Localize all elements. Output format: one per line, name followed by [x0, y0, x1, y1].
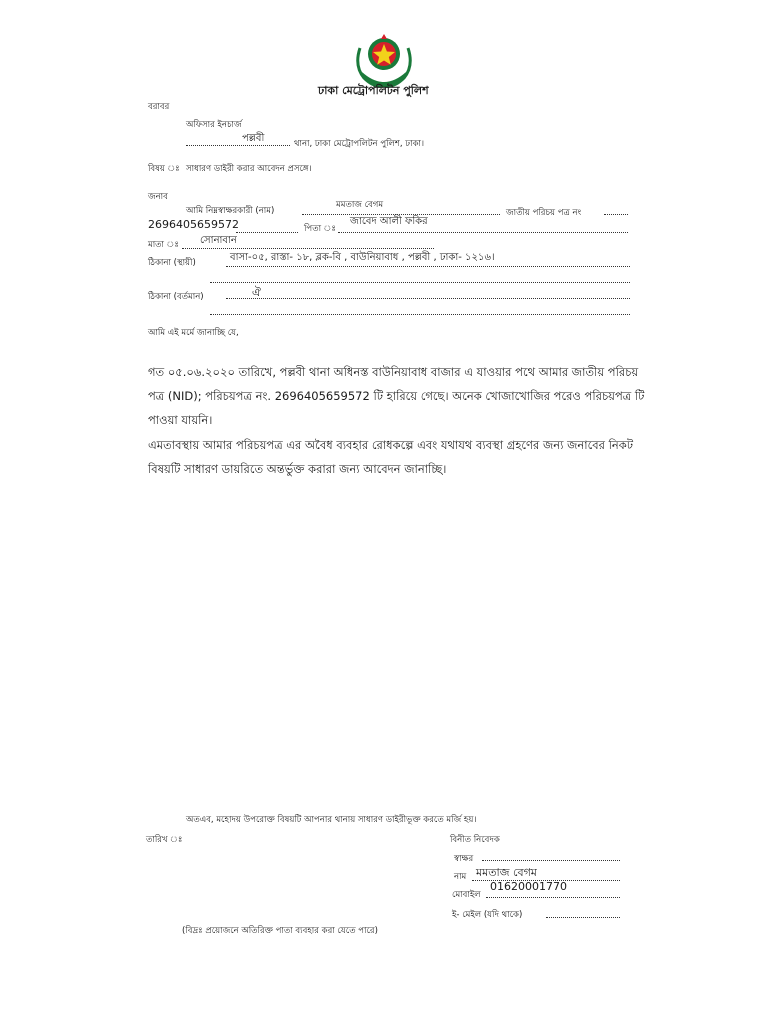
subject-text: সাধারণ ডাইরী করার আবেদন প্রসঙ্গে। [186, 164, 312, 174]
station-name: পল্লবী [242, 133, 265, 144]
station-dots [186, 145, 290, 146]
signature-dots [482, 860, 620, 861]
org-name: ঢাকা মেট্রোপলিটন পুলিশ [318, 84, 429, 97]
father-value: জাবেদ আলী ফকির [350, 216, 428, 227]
mother-value: সোনাবান [200, 235, 237, 246]
permanent-address-dots-2 [210, 282, 630, 283]
mother-label: মাতা ঃ [148, 240, 179, 250]
email-dots [546, 917, 620, 918]
permanent-address-label: ঠিকানা (স্থায়ী) [148, 258, 196, 268]
intro-line: আমি এই মর্মে জানাচ্ছি যে, [148, 328, 239, 338]
applicant-name-label: নাম [454, 872, 467, 882]
to-label: বরাবর [148, 102, 170, 112]
footer-note: (বিদ্রঃ প্রয়োজনে অতিরিক্ত পাতা ব্যবহার করা যেতে পারে) [182, 926, 378, 936]
subject-label: বিষয় ঃ [148, 164, 180, 174]
present-address-dots-2 [210, 314, 630, 315]
body-paragraph-1: গত ০৫.০৬.২০২০ তারিখে, পল্লবী থানা অধিনস্ত বাউনিয়াবাধ বাজার এ যাওয়ার পথে আমার জাতীয় পরিচয় পত্র (NID); পরিচয়পত্র নং. 2696405659572 টি হারিয়ে গেছে। অনেক খোজাখোজির পরেও পরিচয়পত্র টি পাওয়া যায়নি। [148, 365, 645, 427]
applicant-name-value: মমতাজ বেগম [476, 866, 537, 879]
name-value: মমতাজ বেগম [336, 200, 384, 210]
email-label: ই- মেইল (যদি থাকে) [452, 910, 523, 920]
body-paragraph-2: এমতাবস্থায় আমার পরিচয়পত্র এর অবৈধ ব্যবহার রোধকল্পে এবং যথাযথ ব্যবস্থা গ্রহণের জন্য জনাবের নিকট বিষয়টি সাধারণ ডায়রিতে অন্তর্ভুক্ত করারা জন্য আবেদন জানাচ্ছি। [148, 438, 634, 476]
father-dots [338, 232, 628, 233]
logo-emblem-icon [358, 34, 411, 87]
father-label: পিতা ঃ [304, 224, 336, 234]
recipient-title: অফিসার ইনচার্জ [186, 120, 242, 130]
mobile-label: মোবাইল [452, 890, 481, 900]
present-address-dots-1 [226, 298, 630, 299]
request-line: অতএব, মহোদয় উপরোক্ত বিষয়টি আপনার থানায় সাধারণ ডাইরীভূক্ত করতে মর্জি হয়। [186, 815, 477, 825]
nid-dots-1 [604, 214, 628, 215]
present-address-label: ঠিকানা (বর্তমান) [148, 292, 204, 302]
permanent-address-value: বাসা-০৫, রাস্তা- ১৮, ব্লক-বি , বাউনিয়াবাধ , পল্লবী , ঢাকা- ১২১৬। [230, 252, 495, 263]
signature-label: স্বাক্ষর [454, 854, 474, 864]
greeting: জনাব [148, 192, 168, 202]
sincerely-label: বিনীত নিবেদক [450, 835, 500, 845]
present-address-value: ঐ [252, 286, 261, 299]
name-label: আমি নিম্নস্বাক্ষরকারী (নাম) [186, 206, 275, 216]
nid-dots-2 [236, 232, 298, 233]
nid-value: 2696405659572 [148, 218, 239, 231]
date-label: তারিখ ঃ [146, 835, 183, 845]
mobile-dots [486, 897, 620, 898]
mobile-value: 01620001770 [490, 880, 567, 893]
nid-label: জাতীয় পরিচয় পত্র নং [506, 208, 582, 218]
station-suffix: থানা, ঢাকা মেট্রোপলিটন পুলিশ, ঢাকা। [294, 139, 425, 149]
